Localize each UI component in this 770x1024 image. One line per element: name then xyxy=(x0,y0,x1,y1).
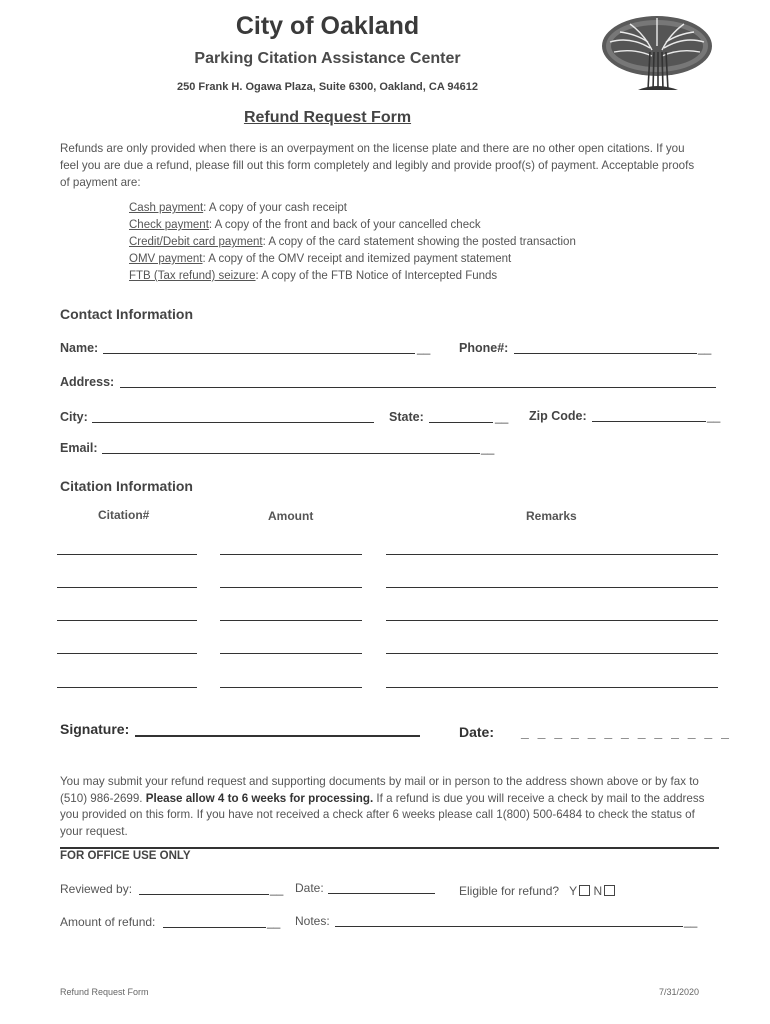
list-item xyxy=(129,234,729,251)
city-field[interactable] xyxy=(92,422,374,423)
yes-label: Y xyxy=(569,884,578,898)
citation-number-field[interactable] xyxy=(57,653,197,654)
proof-type: OMV payment xyxy=(129,253,203,265)
citation-remarks-field[interactable] xyxy=(386,620,718,621)
divider xyxy=(60,847,719,849)
address-field[interactable] xyxy=(120,387,716,388)
phone-label: Phone#: xyxy=(459,341,509,355)
email-field[interactable] xyxy=(102,453,480,454)
eligible-label xyxy=(459,884,615,898)
amount-of-refund-field[interactable] xyxy=(163,927,266,928)
office-address: 250 Frank H. Ogawa Plaza, Suite 6300, Oakland, CA 94612 xyxy=(176,81,478,93)
citation-amount-field[interactable] xyxy=(220,587,362,588)
signature-field[interactable] xyxy=(135,735,420,737)
phone-field[interactable] xyxy=(514,353,697,354)
state-field[interactable] xyxy=(429,422,493,423)
citation-number-field[interactable] xyxy=(57,687,197,688)
column-header-remarks: Remarks xyxy=(526,509,577,523)
proof-type: Cash payment xyxy=(129,202,204,214)
amount-of-refund-label: Amount of refund: xyxy=(60,915,156,929)
oak-tree-icon xyxy=(600,12,714,94)
address-label: Address: xyxy=(60,375,115,389)
office-use-heading: FOR OFFICE USE ONLY xyxy=(60,850,191,862)
date-label: Date: xyxy=(459,724,495,740)
proof-desc: : A copy of the front and back of your cancelled check xyxy=(208,219,481,231)
citation-remarks-field[interactable] xyxy=(386,653,718,654)
list-item xyxy=(129,200,729,217)
footer-form-name: Refund Request Form xyxy=(60,987,149,997)
citation-heading: Citation Information xyxy=(60,478,193,494)
page-subtitle: Parking Citation Assistance Center xyxy=(194,50,461,67)
proof-type: Credit/Debit card payment xyxy=(129,236,263,248)
office-date-field[interactable] xyxy=(328,893,435,894)
proof-desc: : A copy of your cash receipt xyxy=(203,202,347,214)
zip-field[interactable] xyxy=(592,421,706,422)
citation-number-field[interactable] xyxy=(57,587,197,588)
eligible-text: Eligible for refund? xyxy=(459,884,560,898)
column-header-citation: Citation# xyxy=(98,508,150,522)
no-label: N xyxy=(593,884,603,898)
page-title: City of Oakland xyxy=(235,12,420,40)
proof-desc: : A copy of the card statement showing the posted transaction xyxy=(262,236,576,248)
citation-amount-field[interactable] xyxy=(220,620,362,621)
submission-instructions xyxy=(60,774,720,840)
processing-note: Please allow 4 to 6 weeks for processing. xyxy=(145,791,374,805)
no-checkbox[interactable] xyxy=(604,885,615,896)
date-field[interactable]: _ _ _ _ _ _ _ _ _ _ _ _ _ xyxy=(521,724,732,740)
notes-label: Notes: xyxy=(295,914,330,928)
notes-field[interactable] xyxy=(335,926,683,927)
instructions-text: You may submit your refund request and supporting documents by mail or in person to the address shown above or by fax to (510) 986-2699. xyxy=(60,775,699,805)
city-label: City: xyxy=(60,410,88,424)
proof-type: Check payment xyxy=(129,219,209,231)
citation-remarks-field[interactable] xyxy=(386,554,718,555)
signature-label: Signature: xyxy=(60,721,130,737)
reviewed-by-label: Reviewed by: xyxy=(60,882,133,896)
form-title: Refund Request Form xyxy=(243,109,412,126)
contact-heading: Contact Information xyxy=(60,306,193,322)
list-item xyxy=(129,268,729,285)
citation-amount-field[interactable] xyxy=(220,653,362,654)
column-header-amount: Amount xyxy=(268,509,314,523)
list-item xyxy=(129,217,729,234)
intro-text: Refunds are only provided when there is an overpayment on the license plate and there are no other open citations. If you feel you are due a refund, please fill out this form completely and legibly and provide proof(s) of payment. Acceptable proofs of payment are: xyxy=(60,142,695,189)
citation-amount-field[interactable] xyxy=(220,554,362,555)
citation-remarks-field[interactable] xyxy=(386,587,718,588)
email-label: Email: xyxy=(60,441,98,455)
instructions-text-continued: If a refund is due you will receive a check by mail to the address you provided on this form. If you have not received a check after 6 weeks please call 1(800) 500-6484 to check the status of your request. xyxy=(60,791,705,838)
proof-list xyxy=(129,200,729,285)
citation-number-field[interactable] xyxy=(57,554,197,555)
footer-date: 7/31/2020 xyxy=(659,987,700,997)
reviewed-by-field[interactable] xyxy=(139,894,269,895)
state-label: State: xyxy=(389,410,424,424)
citation-remarks-field[interactable] xyxy=(386,687,718,688)
proof-desc: : A copy of the FTB Notice of Intercepted Funds xyxy=(255,270,498,282)
zip-label: Zip Code: xyxy=(529,409,587,423)
citation-amount-field[interactable] xyxy=(220,687,362,688)
name-field[interactable] xyxy=(103,353,415,354)
citation-number-field[interactable] xyxy=(57,620,197,621)
proof-type: FTB (Tax refund) seizure xyxy=(129,270,256,282)
office-date-label: Date: xyxy=(295,881,324,895)
proof-desc: : A copy of the OMV receipt and itemized payment statement xyxy=(202,253,512,265)
name-label: Name: xyxy=(60,341,99,355)
yes-checkbox[interactable] xyxy=(579,885,590,896)
list-item xyxy=(129,251,729,268)
